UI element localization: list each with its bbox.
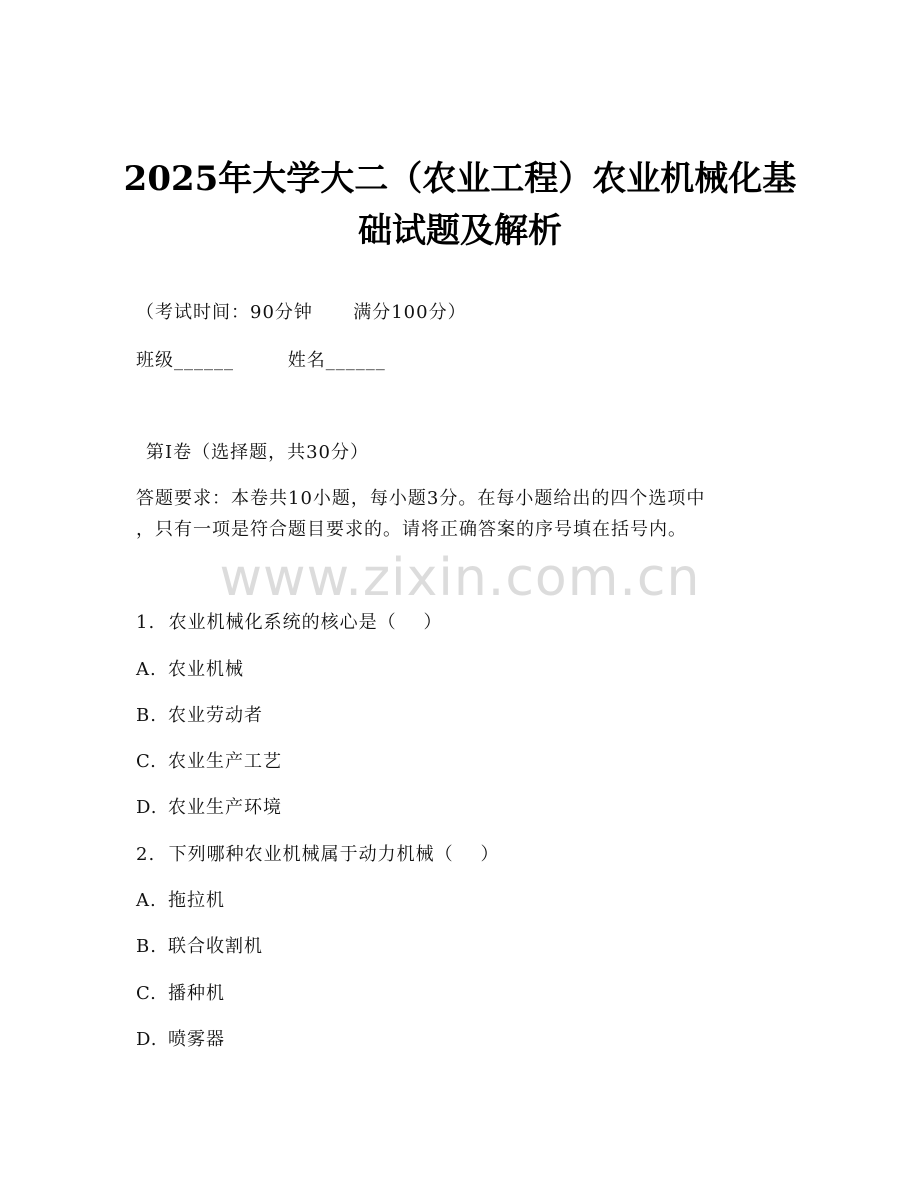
instructions-line-1: 答题要求：本卷共10小题，每小题3分。在每小题给出的四个选项中 bbox=[136, 488, 706, 509]
option-label: A. bbox=[136, 890, 157, 911]
question-1-option-b bbox=[136, 703, 263, 729]
question-2-stem: 2. 下列哪种农业机械属于动力机械（ ） bbox=[136, 844, 500, 865]
option-text: 农业生产环境 bbox=[168, 797, 282, 818]
question-2-option-c bbox=[136, 981, 225, 1007]
option-label: C. bbox=[136, 751, 157, 772]
watermark: www.zixin.com.cn bbox=[219, 548, 701, 608]
question-2-option-d bbox=[136, 1027, 225, 1053]
option-text: 播种机 bbox=[168, 983, 225, 1004]
document-title-line-2: 础试题及解析 bbox=[358, 211, 562, 251]
instructions-line-2: ，只有一项是符合题目要求的。请将正确答案的序号填在括号内。 bbox=[136, 519, 687, 540]
question-2-option-a bbox=[136, 888, 225, 914]
question-1-option-a bbox=[136, 657, 244, 683]
question-1-stem: 1. 农业机械化系统的核心是（ ） bbox=[136, 612, 443, 633]
question-1-option-c bbox=[136, 749, 282, 775]
option-label: C. bbox=[136, 983, 157, 1004]
class-name-line: 班级______ 姓名______ bbox=[136, 350, 386, 371]
option-label: B. bbox=[136, 936, 157, 957]
option-label: A. bbox=[136, 659, 157, 680]
section-title: 第I卷（选择题，共30分） bbox=[146, 442, 370, 463]
option-text: 农业劳动者 bbox=[168, 705, 263, 726]
option-text: 农业生产工艺 bbox=[168, 751, 282, 772]
option-text: 农业机械 bbox=[168, 659, 244, 680]
option-text: 喷雾器 bbox=[168, 1029, 225, 1050]
question-1-option-d bbox=[136, 795, 282, 821]
exam-info: （考试时间：90分钟 满分100分） bbox=[136, 302, 467, 323]
option-text: 联合收割机 bbox=[168, 936, 263, 957]
option-label: D. bbox=[136, 1029, 158, 1050]
document-title-line-1: 2025年大学大二（农业工程）农业机械化基 bbox=[123, 159, 797, 199]
option-label: B. bbox=[136, 705, 157, 726]
question-2-option-b bbox=[136, 934, 263, 960]
option-label: D. bbox=[136, 797, 158, 818]
option-text: 拖拉机 bbox=[168, 890, 225, 911]
